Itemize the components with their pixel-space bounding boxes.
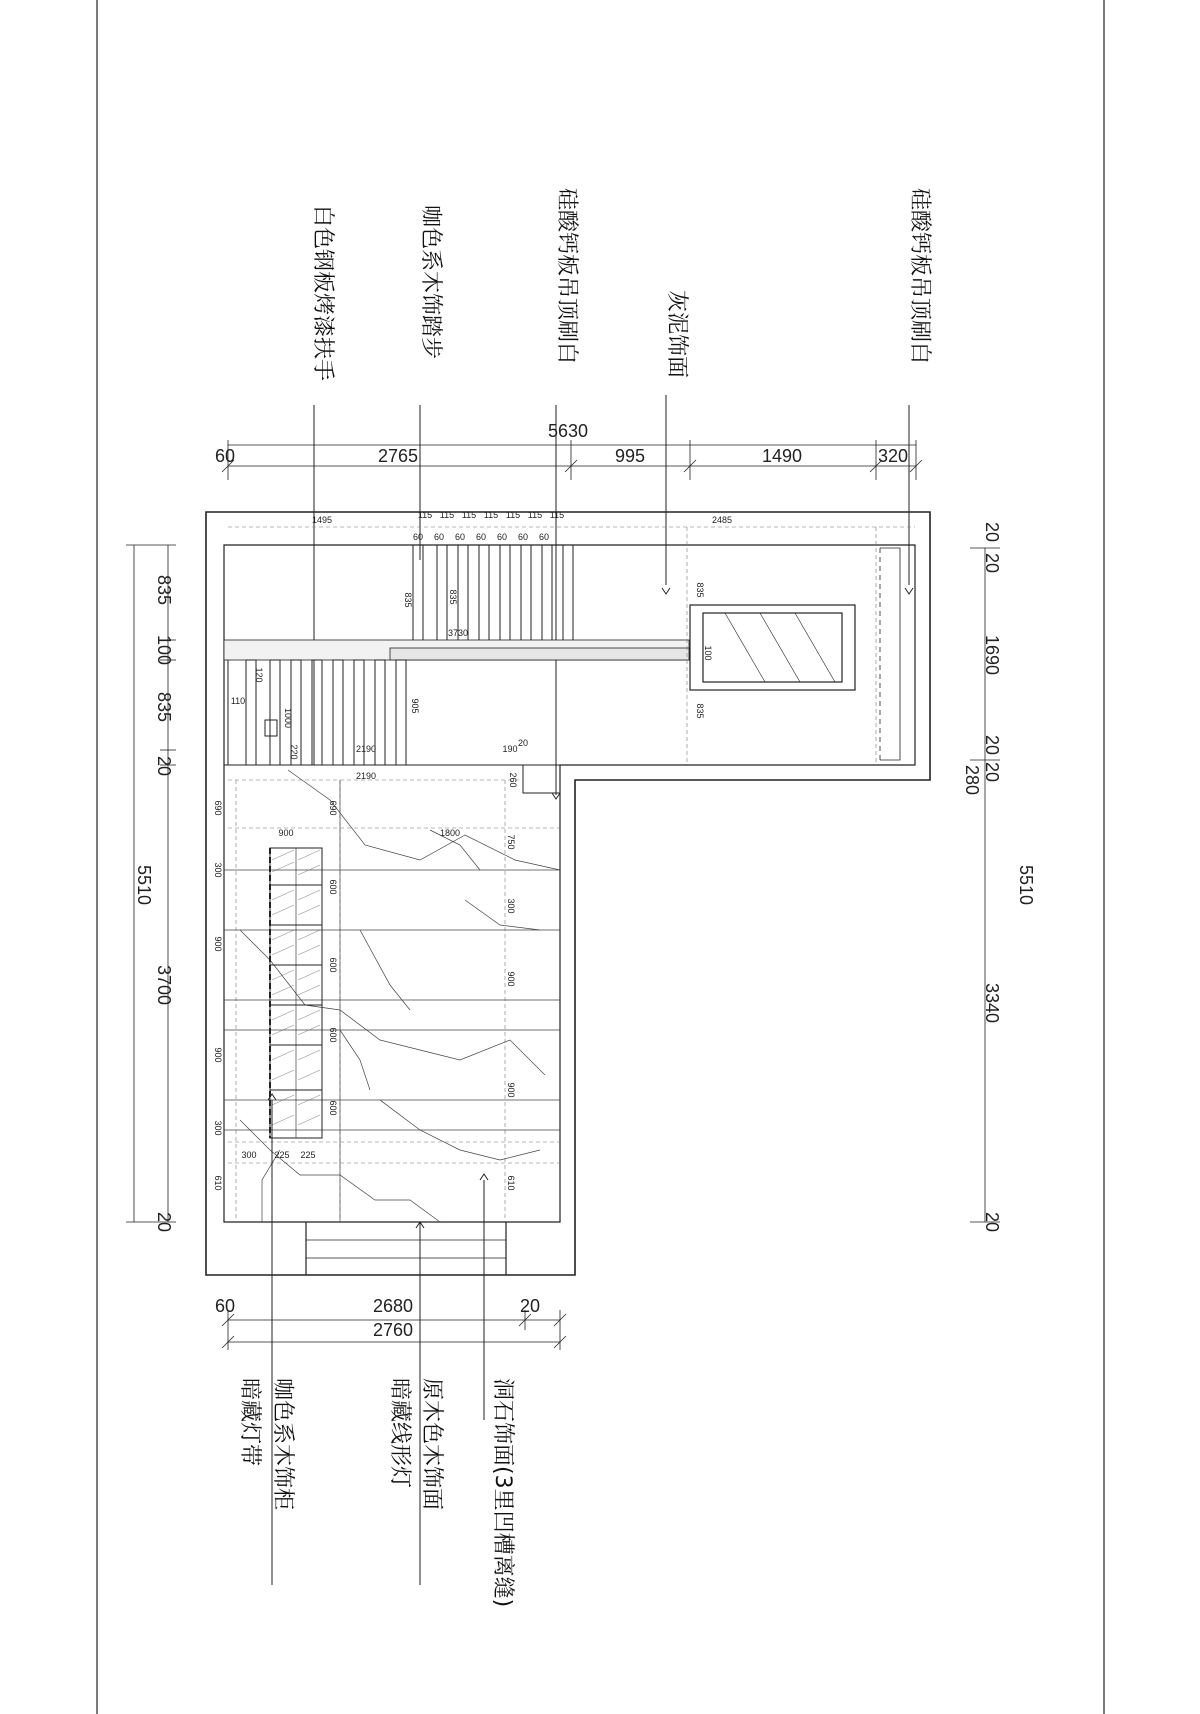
dim-3730: 3730 bbox=[447, 628, 469, 638]
dim-bottom-2680: 2680 bbox=[372, 1296, 414, 1316]
dim-835-stair2: 835 bbox=[448, 589, 458, 605]
dim-top-2765: 2765 bbox=[377, 446, 419, 466]
leader-arrows bbox=[268, 588, 913, 1228]
annotation-text: 硅酸钙板吊顶刷白 bbox=[907, 188, 932, 365]
dim-mid-600b: 600 bbox=[328, 957, 338, 973]
dim-835-mirror2: 835 bbox=[695, 703, 705, 719]
dim-right-610: 610 bbox=[506, 1175, 516, 1191]
dim-left-835a: 835 bbox=[154, 574, 174, 606]
dim-115-5: 115 bbox=[505, 510, 521, 520]
dim-left-5510: 5510 bbox=[134, 864, 154, 906]
dim-right-20c: 20 bbox=[982, 734, 1002, 756]
dim-60-3: 60 bbox=[454, 532, 466, 542]
dim-bottom-225a: 225 bbox=[274, 1150, 290, 1160]
dim-top-total: 5630 bbox=[547, 421, 589, 441]
dim-top-320: 320 bbox=[877, 446, 909, 466]
dim-mid-690: 690 bbox=[328, 800, 338, 816]
dim-mid-600d: 600 bbox=[328, 1100, 338, 1116]
dim-right-20-end: 20 bbox=[982, 1211, 1002, 1233]
dim-left-100: 100 bbox=[154, 634, 174, 666]
dim-100: 100 bbox=[703, 645, 713, 661]
dim-bottom-300: 300 bbox=[241, 1150, 257, 1160]
dim-60-2: 60 bbox=[433, 532, 445, 542]
annotation-text: 白色钢板烤漆扶手 bbox=[310, 205, 335, 382]
floor-dims bbox=[213, 800, 516, 1190]
dim-right-20a: 20 bbox=[982, 521, 1002, 543]
dim-115-7: 115 bbox=[549, 510, 565, 520]
dim-115-3: 115 bbox=[461, 510, 477, 520]
dim-mid-600c: 600 bbox=[328, 1027, 338, 1043]
annotation-bottom-1: 咖色系木饰柜 bbox=[270, 1378, 295, 1511]
dim-60-4: 60 bbox=[475, 532, 487, 542]
dim-260: 260 bbox=[508, 772, 518, 788]
annotation-top-4 bbox=[664, 290, 689, 585]
stair-upper bbox=[413, 545, 573, 645]
dim-bottom-20: 20 bbox=[519, 1296, 541, 1316]
dim-115-4: 115 bbox=[483, 510, 499, 520]
dim-right-1690: 1690 bbox=[982, 634, 1002, 676]
dim-right-750: 750 bbox=[506, 834, 516, 850]
dim-right-300: 300 bbox=[506, 898, 516, 914]
dim-190: 190 bbox=[502, 744, 518, 754]
annotation-top-3 bbox=[554, 188, 579, 795]
dim-835-stair1: 835 bbox=[403, 592, 413, 608]
ceiling-recess-right bbox=[880, 548, 900, 760]
annotation-bottom-3: 原木色木饰面 bbox=[419, 1378, 444, 1511]
mirror-panel bbox=[690, 605, 855, 690]
annotation-bottom-2: 暗藏灯带 bbox=[237, 1378, 262, 1467]
dim-left-300b: 300 bbox=[213, 1120, 223, 1136]
dim-120: 120 bbox=[254, 667, 264, 683]
dim-2190b: 2190 bbox=[355, 771, 377, 781]
dim-20-small: 20 bbox=[517, 738, 529, 748]
dim-60-1: 60 bbox=[412, 532, 424, 542]
dim-left-300a: 300 bbox=[213, 862, 223, 878]
dim-835-mirror1: 835 bbox=[695, 582, 705, 598]
stair-landing bbox=[224, 640, 689, 660]
dim-1495: 1495 bbox=[311, 515, 333, 525]
dim-right-900b: 900 bbox=[506, 1082, 516, 1098]
annotation-text: 咖色系木饰踏步 bbox=[418, 205, 443, 360]
dim-right-5510: 5510 bbox=[1016, 864, 1036, 906]
dim-right-900a: 900 bbox=[506, 971, 516, 987]
dim-bottom-60: 60 bbox=[214, 1296, 236, 1316]
dim-bottom-225b: 225 bbox=[300, 1150, 316, 1160]
dim-top-995: 995 bbox=[614, 446, 646, 466]
dim-905: 905 bbox=[410, 698, 420, 714]
dim-top bbox=[222, 440, 922, 480]
annotation-text: 灰泥饰面 bbox=[664, 290, 689, 379]
dim-2485: 2485 bbox=[711, 515, 733, 525]
dim-mid-600a: 600 bbox=[328, 879, 338, 895]
annotation-text: 硅酸钙板吊顶刷白 bbox=[554, 188, 579, 365]
dim-60-7: 60 bbox=[538, 532, 550, 542]
dim-60-5: 60 bbox=[496, 532, 508, 542]
dim-left-900a: 900 bbox=[213, 936, 223, 952]
dim-right-20b: 20 bbox=[982, 552, 1002, 574]
dim-right-20d: 20 bbox=[982, 761, 1002, 783]
annotation-top-2 bbox=[418, 205, 443, 560]
dim-115-1: 115 bbox=[417, 510, 433, 520]
dim-bottom-2760: 2760 bbox=[372, 1320, 414, 1340]
bottom-leaders bbox=[272, 1100, 484, 1585]
wood-cabinet bbox=[270, 848, 322, 1138]
dim-left-3700: 3700 bbox=[154, 964, 174, 1006]
dim-1000: 1000 bbox=[283, 707, 293, 729]
dim-900-top: 900 bbox=[278, 828, 294, 838]
dim-right-280: 280 bbox=[962, 764, 982, 796]
dashed-guides bbox=[228, 527, 915, 1222]
annotation-bottom-5: 洞石饰面(3里凹槽离缝) bbox=[490, 1378, 515, 1608]
dim-right-3340: 3340 bbox=[982, 982, 1002, 1024]
dim-top-60: 60 bbox=[214, 446, 236, 466]
dim-left-835b: 835 bbox=[154, 691, 174, 723]
dim-60-6: 60 bbox=[517, 532, 529, 542]
dim-115-6: 115 bbox=[527, 510, 543, 520]
annotation-top-5 bbox=[907, 188, 932, 585]
dim-115-2: 115 bbox=[439, 510, 455, 520]
dim-left-20-end: 20 bbox=[154, 1211, 174, 1233]
plan-outline bbox=[206, 512, 930, 1275]
dim-left-690: 690 bbox=[213, 800, 223, 816]
dim-left-610: 610 bbox=[213, 1175, 223, 1191]
dim-left-900b: 900 bbox=[213, 1047, 223, 1063]
dim-left-20: 20 bbox=[154, 755, 174, 777]
dim-2190a: 2190 bbox=[355, 744, 377, 754]
dim-220: 220 bbox=[289, 744, 299, 760]
dim-110: 110 bbox=[230, 696, 246, 706]
annotation-bottom-4: 暗藏线形灯 bbox=[387, 1378, 412, 1489]
dim-1800-top: 1800 bbox=[439, 828, 461, 838]
dim-top-1490: 1490 bbox=[761, 446, 803, 466]
